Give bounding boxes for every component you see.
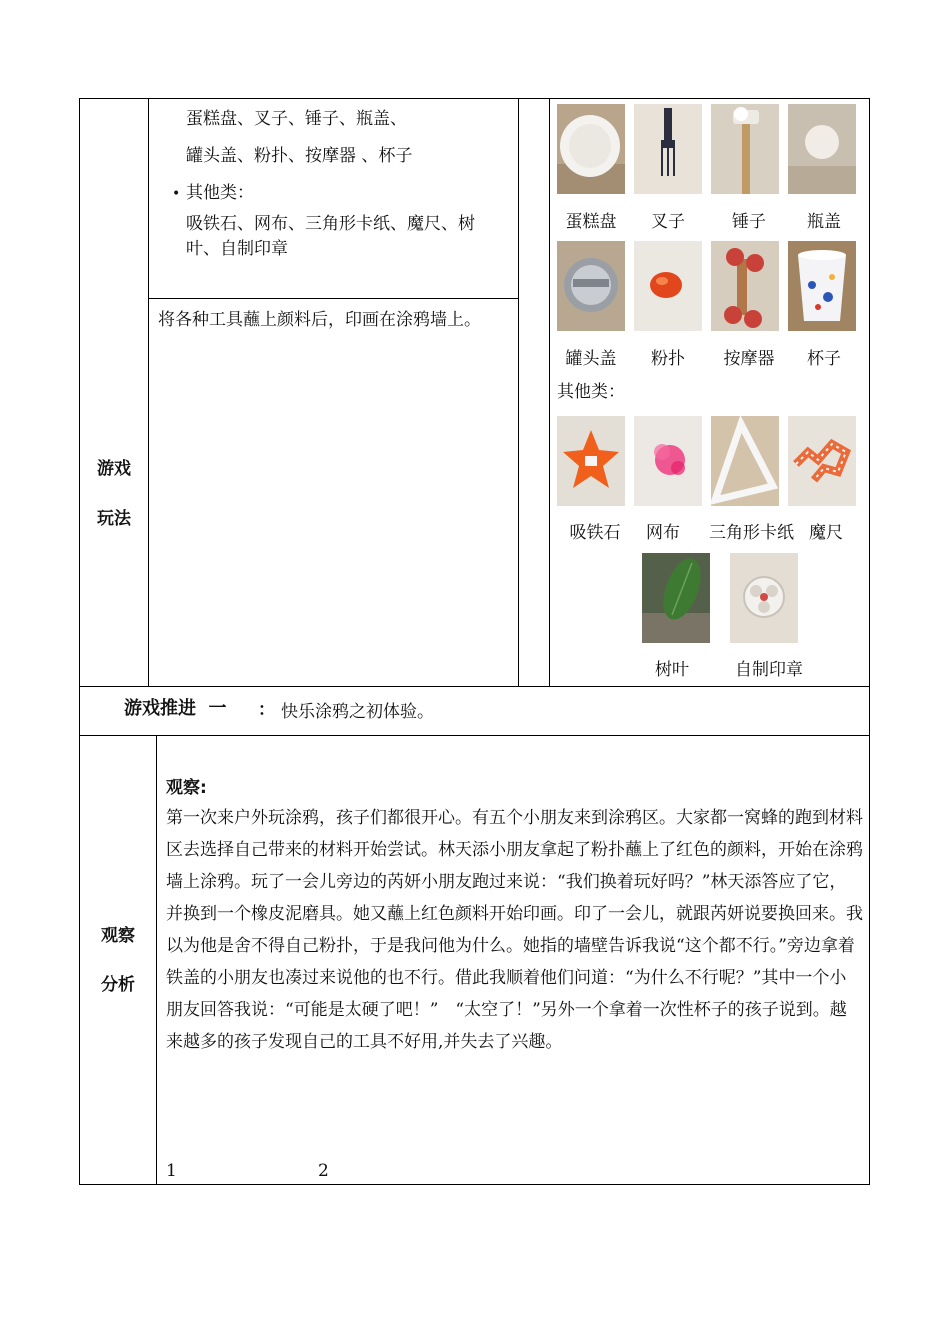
magnet-photo	[557, 416, 625, 506]
text-column-divider	[518, 98, 519, 686]
photos-other-heading: 其他类：	[557, 382, 625, 402]
photo-caption-row4-2: 自制印章	[735, 660, 803, 680]
homemade-stamp-photo	[730, 553, 798, 643]
cup-photo	[788, 241, 856, 331]
photo-caption-row1-3: 锤子	[732, 212, 766, 232]
other-materials-line-2: 叶、自制印章	[186, 239, 288, 259]
footer-number-1: 1	[166, 1161, 177, 1181]
cake-plate-photo	[557, 104, 625, 194]
bottle-cap-photo	[788, 104, 856, 194]
play-description: 将各种工具蘸上颜料后，印画在涂鸦墙上。	[158, 310, 481, 330]
analysis-label-divider	[156, 735, 157, 1184]
label-column-divider	[148, 98, 149, 686]
table-bottom-border	[79, 1184, 870, 1185]
materials-row-divider	[148, 298, 518, 299]
play-label-line-2: 玩法	[97, 509, 131, 529]
powder-puff-photo	[634, 241, 702, 331]
photo-caption-row1-2: 叉子	[651, 212, 685, 232]
other-materials-line-1: 吸铁石、网布、三角形卡纸、魔尺、树	[186, 214, 475, 234]
photo-caption-row1-4: 瓶盖	[807, 212, 841, 232]
table-right-border	[869, 98, 870, 1185]
photo-caption-row3-3: 三角形卡纸	[709, 523, 794, 543]
other-materials-heading: 其他类：	[186, 183, 254, 203]
photo-caption-row4-1: 树叶	[655, 660, 689, 680]
footer-number-2: 2	[318, 1161, 329, 1181]
photo-caption-row3-1: 吸铁石	[569, 523, 621, 543]
analysis-label-line-1: 观察	[101, 926, 135, 946]
massager-photo	[711, 241, 779, 331]
triangle-card-photo	[711, 416, 779, 506]
fork-photo	[634, 104, 702, 194]
progress-row-bottom-border	[79, 735, 870, 736]
photo-caption-row2-3: 按摩器	[723, 349, 775, 369]
photo-caption-row3-2: 网布	[646, 523, 680, 543]
photo-caption-row2-4: 杯子	[807, 349, 841, 369]
materials-line-1: 蛋糕盘、叉子、锤子、瓶盖、	[186, 109, 407, 129]
magic-ruler-photo	[788, 416, 856, 506]
mesh-cloth-photo	[634, 416, 702, 506]
materials-line-2: 罐头盖、粉扑、按摩器 、杯子	[186, 146, 413, 166]
photo-column-divider	[549, 98, 550, 686]
progress-row-top-border	[79, 686, 870, 687]
photo-caption-row3-4: 魔尺	[809, 523, 843, 543]
play-label-line-1: 游戏	[97, 459, 131, 479]
progress-title: 游戏推进 一	[124, 698, 227, 719]
hammer-photo	[711, 104, 779, 194]
table-top-border	[79, 98, 870, 99]
progress-subtitle: 快乐涂鸦之初体验。	[281, 702, 434, 722]
photo-caption-row2-2: 粉扑	[651, 349, 685, 369]
photo-caption-row1-1: 蛋糕盘	[565, 212, 617, 232]
observation-heading: 观察:	[166, 778, 207, 798]
bullet-icon: •	[172, 186, 181, 202]
analysis-label-line-2: 分析	[101, 975, 135, 995]
progress-colon: ：	[258, 700, 275, 720]
leaf-photo	[642, 553, 710, 643]
can-lid-photo	[557, 241, 625, 331]
photo-caption-row2-1: 罐头盖	[565, 349, 617, 369]
table-left-border	[79, 98, 80, 1185]
observation-body: 第一次来户外玩涂鸦，孩子们都很开心。有五个小朋友来到涂鸦区。大家都一窝蜂的跑到材料区去选择自己带来的材料开始尝试。林天添小朋友拿起了粉扑蘸上了红色的颜料，开始在涂鸦墙上涂鸦。玩了一会儿旁边的芮妍小朋友跑过来说：“我们换着玩好吗？”林天添答应了它，并换到一个橡皮泥磨具。她又蘸上红色颜料开始印画。印了一会儿，就跟芮妍说要换回来。我以为他是舍不得自己粉扑，于是我问他为什么。她指的墙壁告诉我说“这个都不行。”旁边拿着铁盖的小朋友也凑过来说他的也不行。借此我顺着他们问道：“为什么不行呢？”其中一个小朋友回答我说：“可能是太硬了吧！” “太空了！”另外一个拿着一次性杯子的孩子说到。越来越多的孩子发现自己的工具不好用,并失去了兴趣。	[166, 808, 863, 1052]
